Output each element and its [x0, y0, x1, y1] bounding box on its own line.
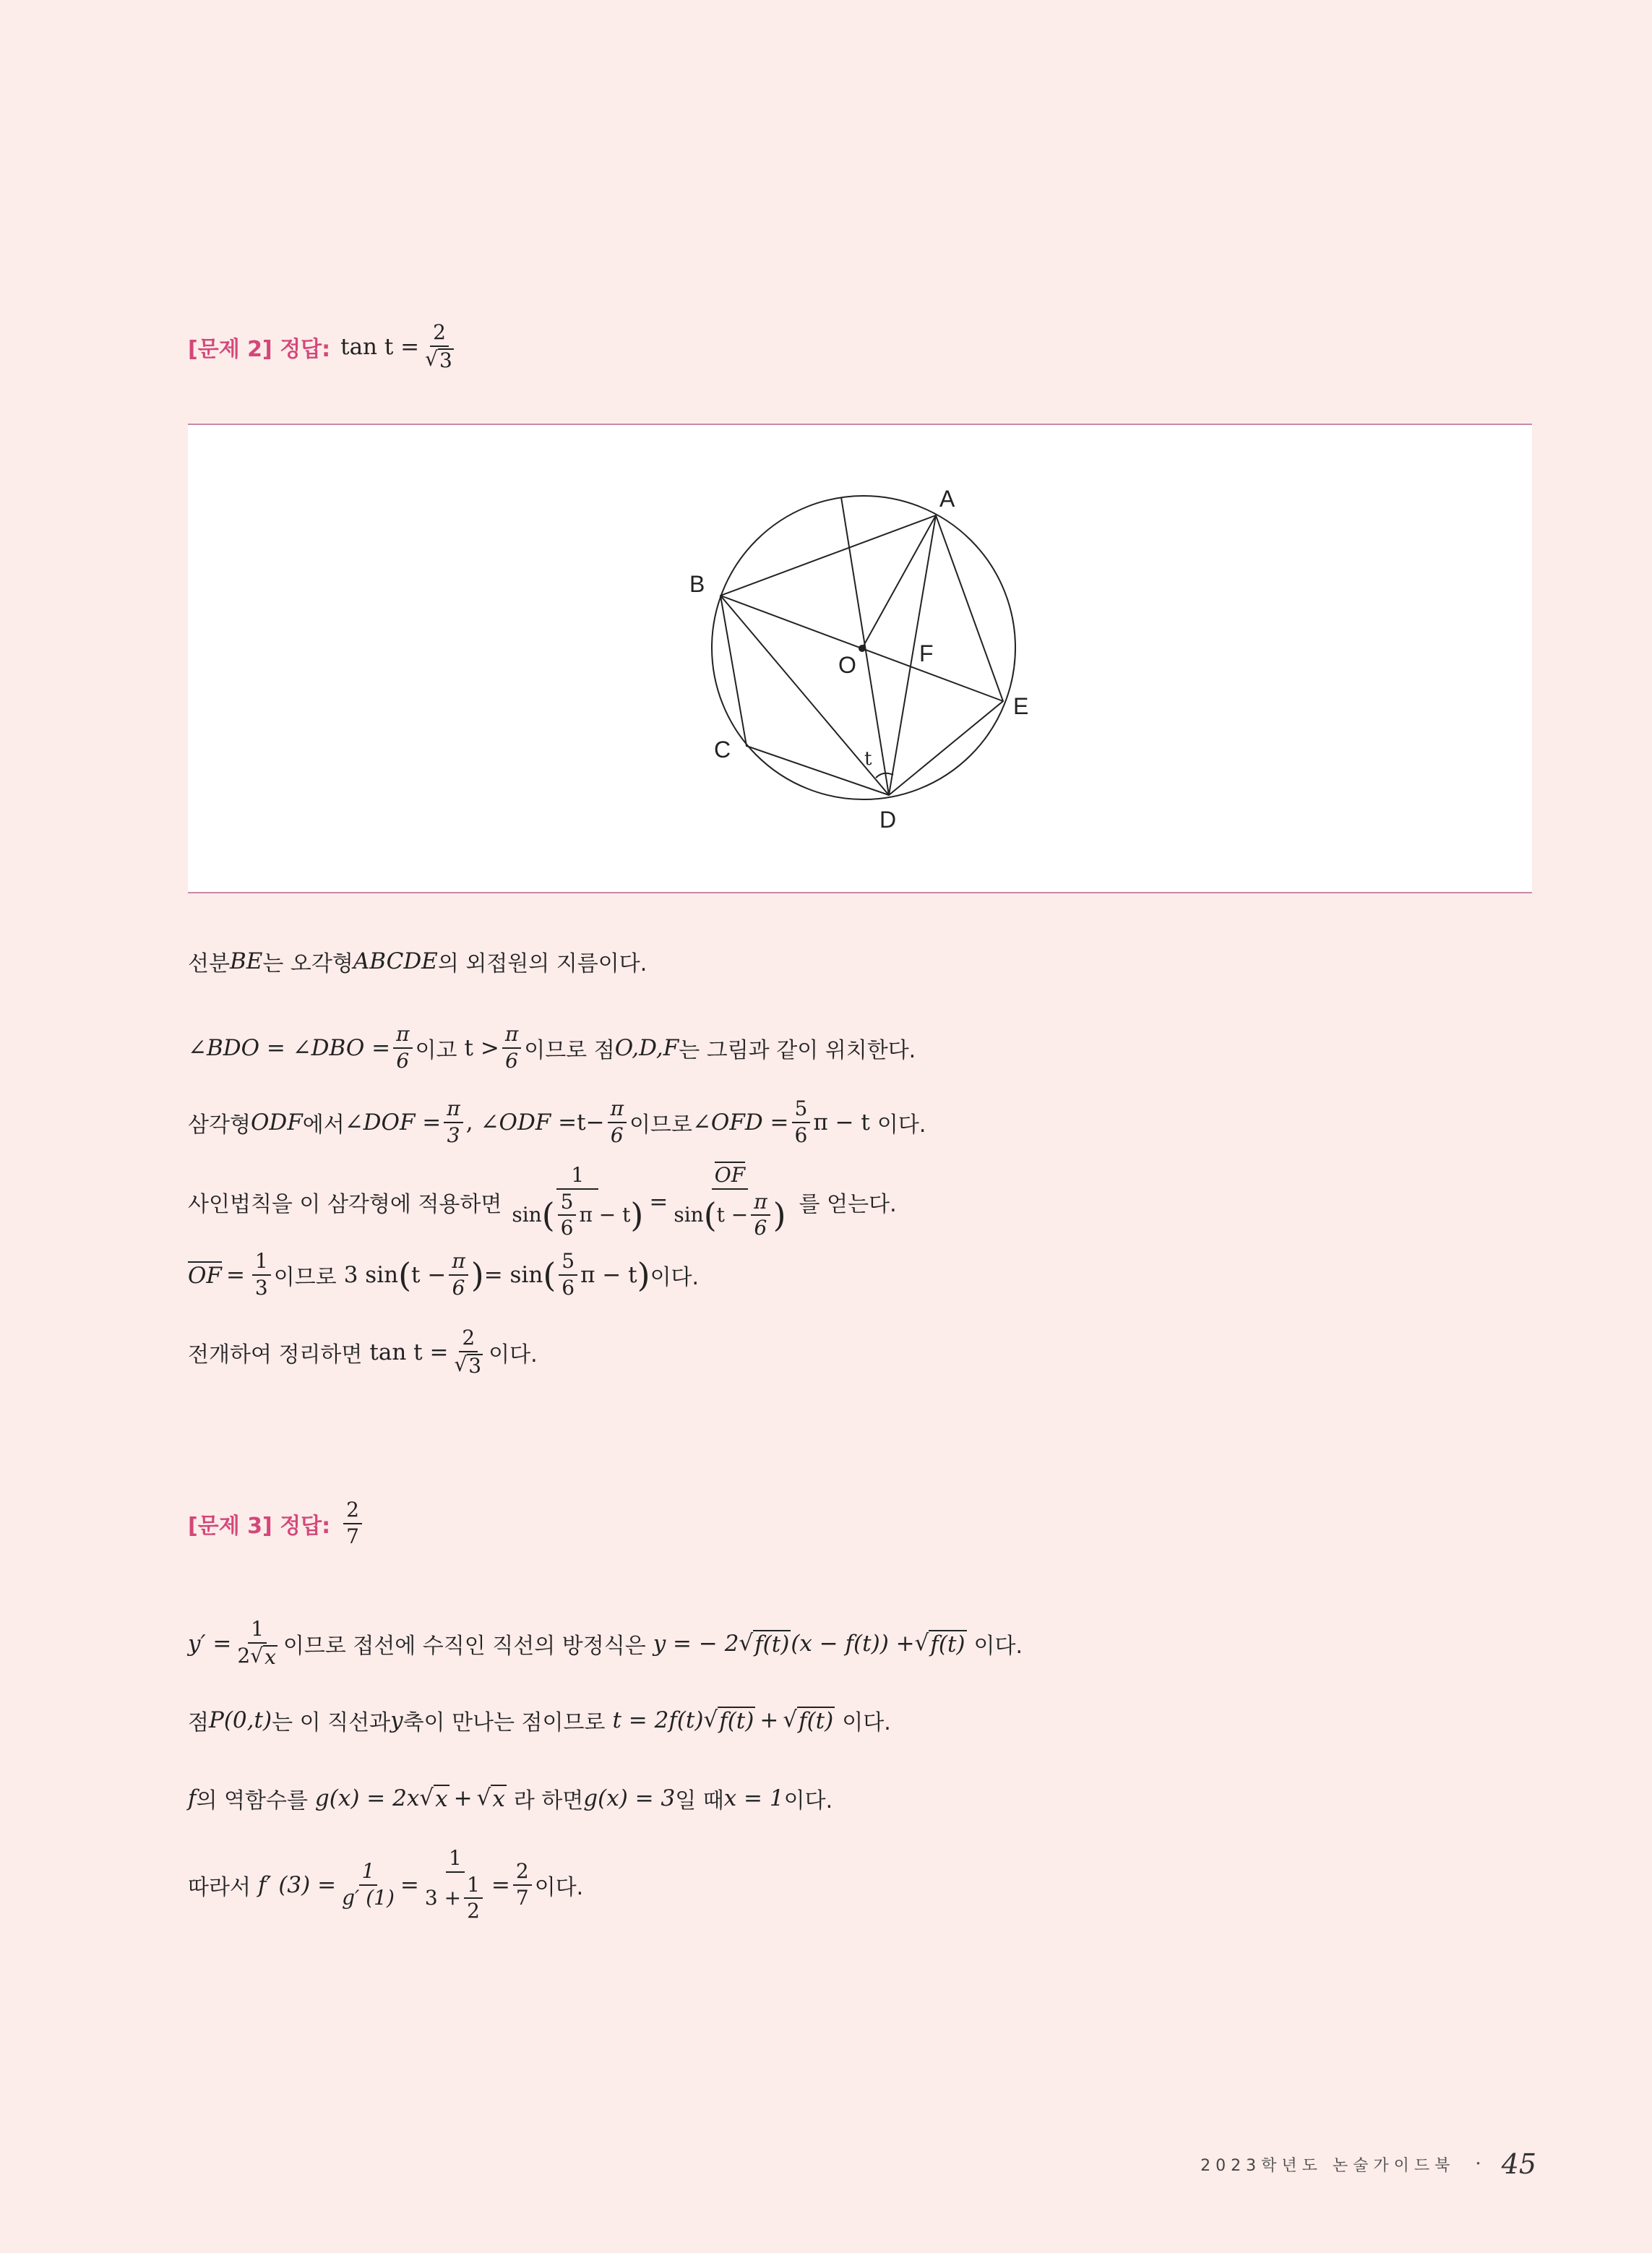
problem2-answer-prefix: tan t = — [340, 334, 420, 360]
label-o: O — [838, 652, 856, 678]
problem2-answer-fraction: 2 √ 3 — [425, 320, 452, 372]
label-d: D — [879, 807, 897, 833]
label-c: C — [714, 737, 731, 763]
label-b: B — [689, 571, 705, 597]
page-footer — [1200, 2148, 1536, 2180]
p2-line-1: 선분 BE 는 오각형 ABCDE 의 외접원의 지름이다. — [188, 948, 648, 977]
label-e: E — [1013, 693, 1029, 719]
footer-separator: · — [1475, 2153, 1481, 2175]
center-dot — [859, 645, 866, 652]
p2-line-3: 삼각형 ODF 에서 ∠DOF = $\frac{\pi}{3}$ , ∠ODF = t− $\frac{\pi}{6}$ 이므로 ∠OFD = $\frac{5}{6}$ π − t 이다. — [188, 1097, 926, 1147]
p3-line-3: f 의 역함수를 g(x) = 2x √ x + √ x 라 하면 g(x) = 3 일 때 x = 1 이다. — [188, 1785, 833, 1814]
label-a: A — [939, 486, 955, 512]
angle-t-arc — [876, 773, 893, 778]
p2-line-5: OF = $\frac{1}{3}$ 이므로 3 sin ( t − $\frac{\pi}{6}$ ) = sin ( $\frac{5}{6}$ π − t ) 이다. — [188, 1249, 700, 1300]
pentagon-abcde — [720, 515, 1003, 795]
p2-line-6: 전개하여 정리하면 tan t = 2 √ 3 이다. — [188, 1326, 538, 1378]
figure-box — [188, 424, 1532, 893]
problem3-heading-line — [188, 1493, 365, 1555]
label-t: t — [864, 748, 872, 770]
problem2-heading-line — [188, 318, 460, 376]
footer-title: 2023학년도 논술가이드북 — [1200, 2156, 1455, 2175]
p3-line-2: 점 P(0,t) 는 이 직선과 y 축이 만나는 점이므로 t = 2f(t) √ f(t) + √ f(t) 이다. — [188, 1707, 891, 1735]
page-number: 45 — [1501, 2148, 1536, 2180]
pentagon-circle-diagram — [188, 425, 1532, 892]
label-f: F — [919, 640, 934, 666]
p2-line-4: 사인법칙을 이 삼각형에 적용하면 1 sin ( $\frac{5}{6}$ π − t ) = OF sin ( t − $\frac{\pi}{6}$ ) 를 얻는다. — [188, 1162, 897, 1240]
problem2-heading: [문제 2] 정답: — [188, 337, 331, 362]
problem3-answer-fraction: $\frac{2}{7}$ — [343, 1499, 362, 1548]
problem3-heading: [문제 3] 정답: — [188, 1514, 331, 1539]
p2-line-2: ∠BDO = ∠DBO = $\frac{\pi}{6}$ 이고 t > $\frac{\pi}{6}$ 이므로 점 O,D,F 는 그림과 같이 위치한다. — [188, 1022, 916, 1073]
p3-line-1: y′ = 1 2 √ x 이므로 접선에 수직인 직선의 방정식은 y = − 2 √ f(t) (x − f(t)) + √ f(t) 이다. — [188, 1617, 1023, 1669]
p3-line-4: 따라서 f′ (3) = $\frac{1}{g' (1)}$ = 1 3 + $\frac{1}{2}$ = $\frac{2}{7}$ 이다. — [188, 1845, 584, 1923]
